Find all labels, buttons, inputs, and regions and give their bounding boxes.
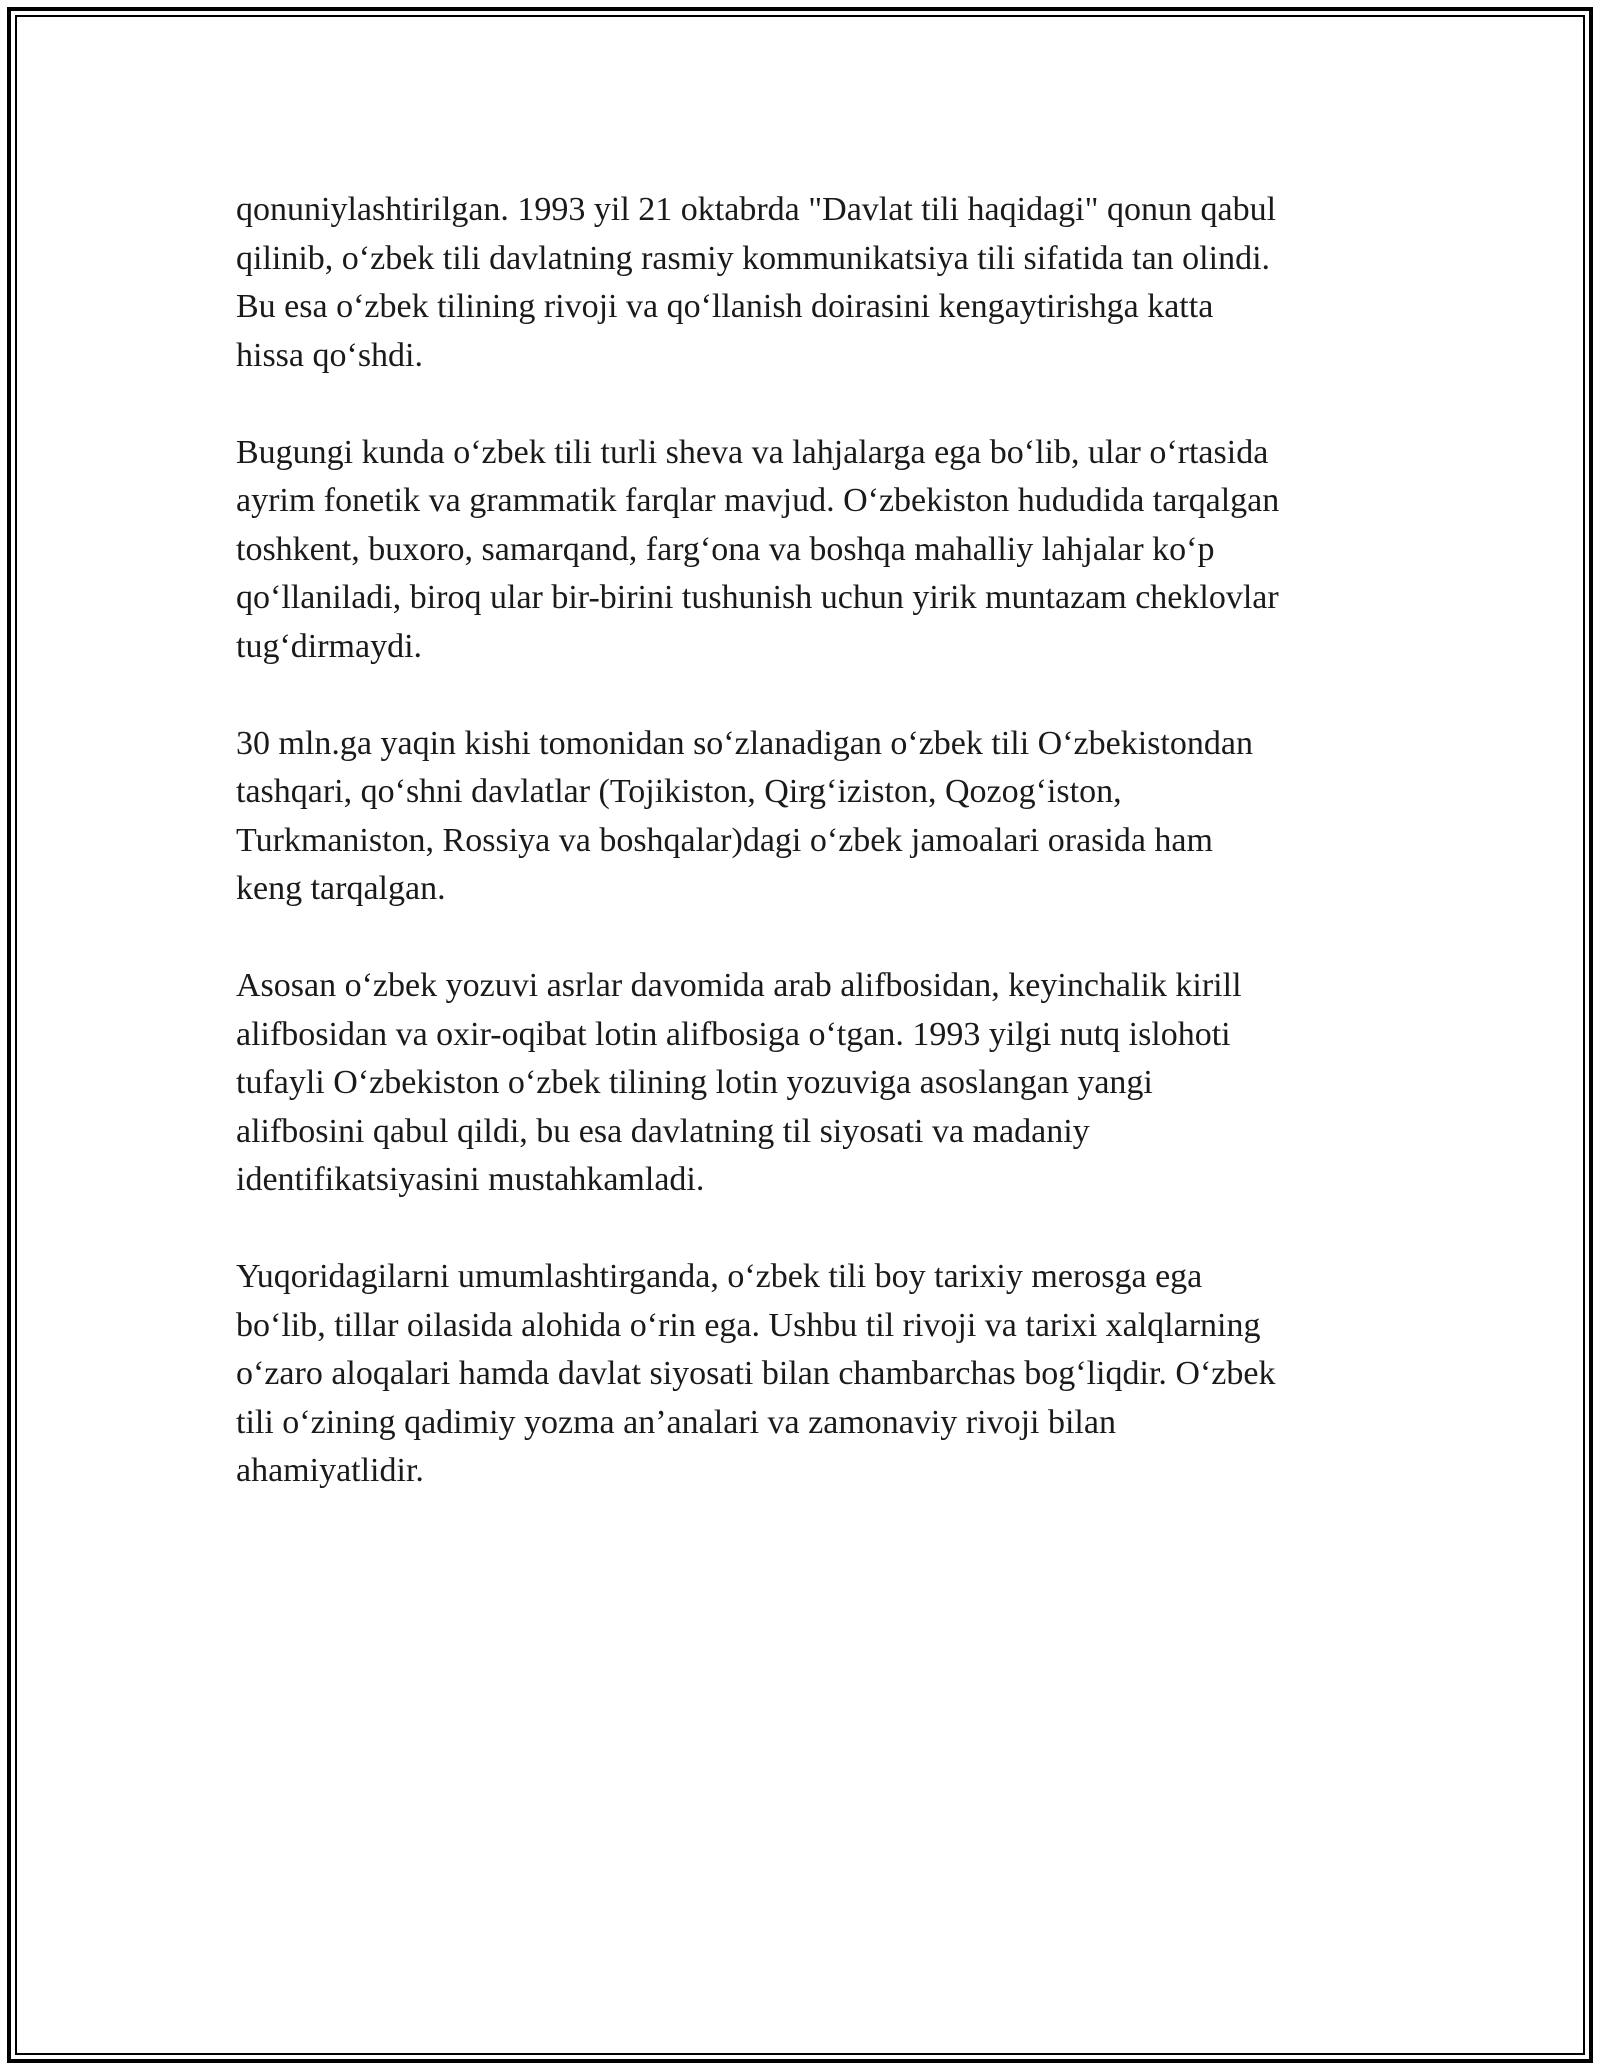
paragraph-legal-status: qonuniylashtirilgan. 1993 yil 21 oktabrda "Davlat tili haqidagi" qonun qabul qilinib, o‘zbek tili davlatning rasmiy kommunikatsiya tili sifatida tan olindi. Bu esa o‘zbek tilining rivoji va qo‘llanish doirasini kengaytirishga katta hissa qo‘shdi. bbox=[236, 191, 1277, 374]
document-body bbox=[236, 186, 1366, 1544]
paragraph-conclusion: Yuqoridagilarni umumlashtirganda, o‘zbek tili boy tarixiy merosga ega bo‘lib, tillar oilasida alohida o‘rin ega. Ushbu til rivoji va tarixi xalqlarning o‘zaro aloqalari hamda davlat siyosati bilan chambarchas bog‘liqdir. O‘zbek tili o‘zining qadimiy yozma an’analari va zamonaviy rivoji bilan ahamiyatlidir. bbox=[236, 1258, 1276, 1489]
paragraph-writing-system: Asosan o‘zbek yozuvi asrlar davomida arab alifbosidan, keyinchalik kirill alifbosidan va oxir-oqibat lotin alifbosiga o‘tgan. 1993 yilgi nutq islohoti tufayli O‘zbekiston o‘zbek tilining lotin yozuviga asoslangan yangi alifbosini qabul qildi, bu esa davlatning til siyosati va madaniy identifikatsiyasini mustahkamladi. bbox=[236, 967, 1242, 1198]
paragraph-dialects: Bugungi kunda o‘zbek tili turli sheva va lahjalarga ega bo‘lib, ular o‘rtasida ayrim fonetik va grammatik farqlar mavjud. O‘zbekiston hududida tarqalgan toshkent, buxoro, samarqand, farg‘ona va boshqa mahalliy lahjalar ko‘p qo‘llaniladi, biroq ular bir-birini tushunish uchun yirik muntazam cheklovlar tug‘dirmaydi. bbox=[236, 433, 1280, 665]
paragraph-speakers: 30 mln.ga yaqin kishi tomonidan so‘zlanadigan o‘zbek tili O‘zbekistondan tashqari, qo‘shni davlatlar (Tojikiston, Qirg‘iziston, Qozog‘iston, Turkmaniston, Rossiya va boshqalar)dagi o‘zbek jamoalari orasida ham keng tarqalgan. bbox=[236, 724, 1253, 907]
